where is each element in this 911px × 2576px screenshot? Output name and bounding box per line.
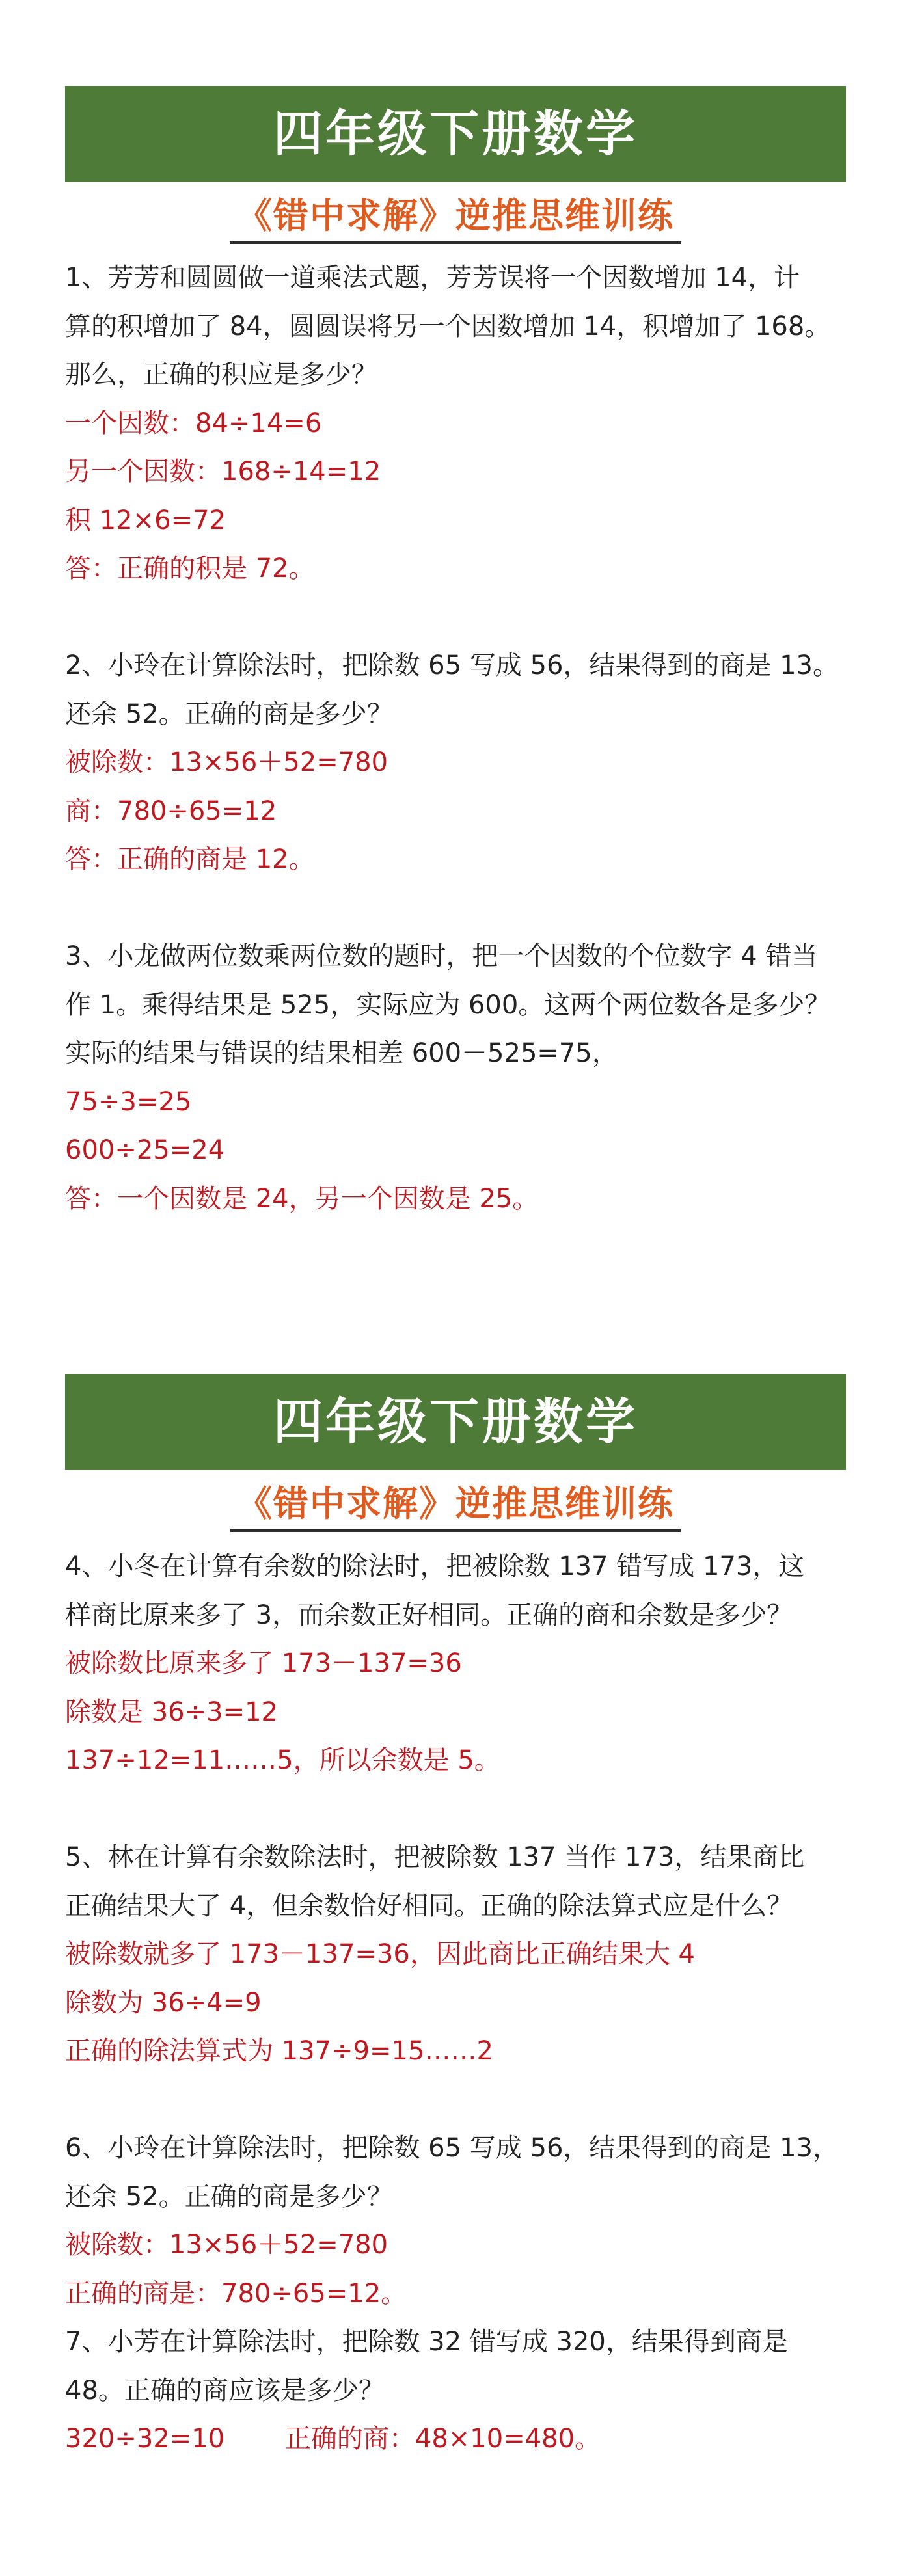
subtitle-wrap [0,1483,911,1532]
problem-1 [65,254,852,593]
subtitle-wrap [0,195,911,244]
problem-3 [65,932,852,1223]
question-line: 那么，正确的积应是多少？ [65,360,377,390]
section-title: 四年级下册数学 [65,1374,846,1470]
question-line: 1、芳芳和圆圆做一道乘法式题，芳芳误将一个因数增加 14，计 [65,263,800,293]
question-line: 还余 52。正确的商是多少？ [65,699,393,729]
answer-line: 被除数：13×56＋52=780 [65,747,388,777]
question-line: 实际的结果与错误的结果相差 600－525=75， [65,1038,618,1068]
answer-line: 137÷12=11……5，所以余数是 5。 [65,1745,500,1775]
question-line: 7、小芳在计算除法时，把除数 32 错写成 320，结果得到商是 [65,2327,788,2357]
answer-line: 75÷3=25 [65,1086,192,1117]
question-line: 48。正确的商应该是多少？ [65,2375,385,2406]
answer-line: 除数是 36÷3=12 [65,1697,278,1727]
question-line: 作 1。乘得结果是 525，实际应为 600。这两个两位数各是多少？ [65,989,831,1020]
question-line: 还余 52。正确的商是多少？ [65,2181,393,2212]
problem-6 [65,2124,852,2318]
answer-line: 320÷32=10 正确的商：48×10=480。 [65,2424,601,2454]
answer-line: 商：780÷65=12 [65,796,277,826]
question-line: 正确结果大了 4，但余数恰好相同。正确的除法算式应是什么？ [65,1890,793,1921]
answer-line: 除数为 36÷4=9 [65,1987,262,2018]
answer-line: 答：一个因数是 24，另一个因数是 25。 [65,1183,539,1214]
section-content [65,1542,852,2463]
problem-2 [65,641,852,884]
answer-line: 答：正确的积是 72。 [65,554,315,584]
answer-line: 积 12×6=72 [65,505,226,535]
answer-line: 被除数就多了 173－137=36，因此商比正确结果大 4 [65,1939,695,1969]
answer-line: 被除数：13×56＋52=780 [65,2230,388,2260]
answer-line: 600÷25=24 [65,1135,225,1165]
question-line: 算的积增加了 84，圆圆误将另一个因数增加 14，积增加了 168。 [65,311,831,342]
section-title: 四年级下册数学 [65,86,846,182]
question-line: 6、小玲在计算除法时，把除数 65 写成 56，结果得到的商是 13， [65,2133,839,2163]
question-line: 4、小冬在计算有余数的除法时，把被除数 137 错写成 173，这 [65,1551,805,1581]
section-subtitle: 《错中求解》逆推思维训练 [230,1483,681,1532]
problem-4 [65,1542,852,1785]
problem-5 [65,1833,852,2076]
answer-line: 正确的除法算式为 137÷9=15……2 [65,2036,493,2066]
answer-line: 一个因数：84÷14=6 [65,408,322,438]
answer-line: 正确的商是：780÷65=12。 [65,2278,407,2309]
question-line: 样商比原来多了 3，而余数正好相同。正确的商和余数是多少？ [65,1600,793,1630]
section-content [65,254,852,1223]
answer-line: 答：正确的商是 12。 [65,844,315,874]
question-line: 2、小玲在计算除法时，把除数 65 写成 56，结果得到的商是 13。 [65,651,839,680]
section-subtitle: 《错中求解》逆推思维训练 [230,195,681,244]
problem-7 [65,2318,852,2463]
answer-line: 被除数比原来多了 173－137=36 [65,1648,462,1678]
question-line: 3、小龙做两位数乘两位数的题时，把一个因数的个位数字 4 错当 [65,941,818,971]
question-line: 5、林在计算有余数除法时，把被除数 137 当作 173，结果商比 [65,1842,805,1872]
answer-line: 另一个因数：168÷14=12 [65,457,381,487]
